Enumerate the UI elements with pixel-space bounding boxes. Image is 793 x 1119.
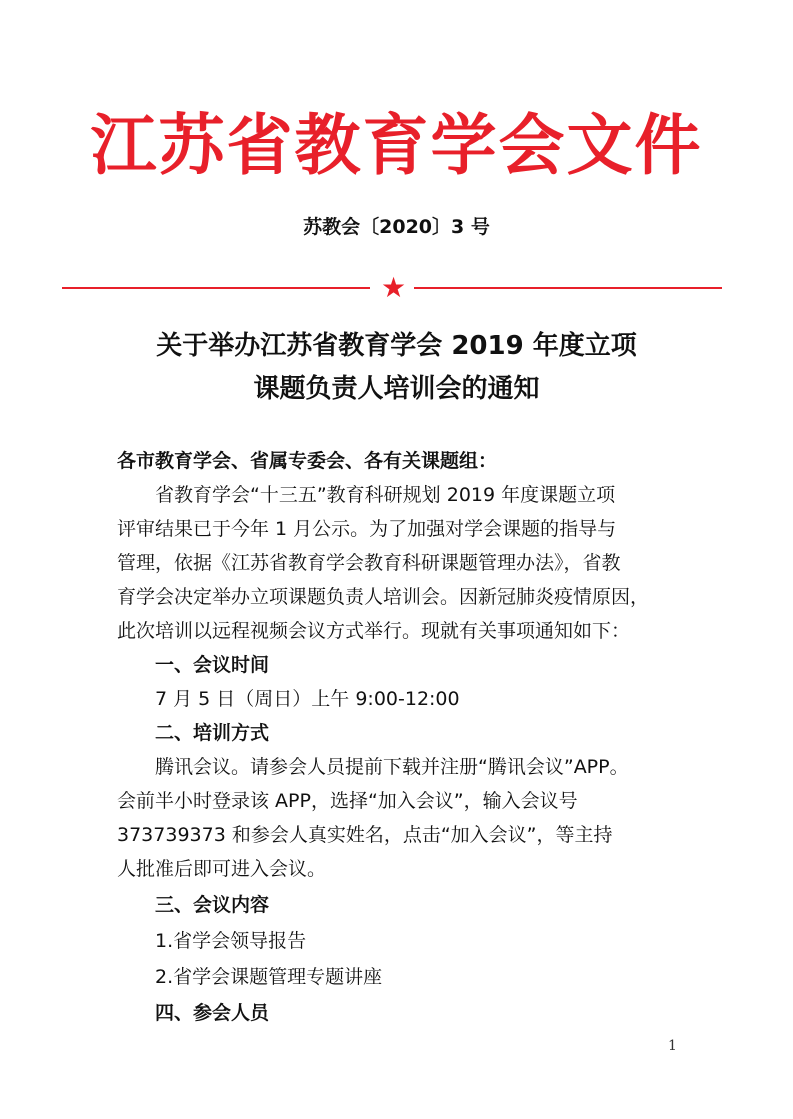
intro-line: 育学会决定举办立项课题负责人培训会。因新冠肺炎疫情原因， — [117, 586, 650, 608]
section-line: 7 月 5 日（周日）上午 9:00-12:00 — [155, 688, 460, 710]
section-line: 1.省学会领导报告 — [155, 930, 307, 952]
intro-line: 管理，依据《江苏省教育学会教育科研课题管理办法》，省教 — [117, 552, 621, 574]
section-heading-meeting-content: 三、会议内容 — [155, 894, 270, 916]
divider-rule-left — [62, 287, 370, 289]
section-line: 2.省学会课题管理专题讲座 — [155, 966, 383, 988]
section-heading-training-method: 二、培训方式 — [155, 722, 270, 744]
star-icon: ★ — [381, 271, 407, 304]
intro-line: 省教育学会“十三五”教育科研规划 2019 年度课题立项 — [155, 484, 616, 506]
document-number: 苏教会〔2020〕3 号 — [303, 216, 490, 238]
notice-title-line-2: 课题负责人培训会的通知 — [253, 374, 540, 404]
intro-line: 评审结果已于今年 1 月公示。为了加强对学会课题的指导与 — [117, 518, 617, 540]
page-number: 1 — [668, 1038, 677, 1054]
document-header-title: 江苏省教育学会文件 — [90, 106, 703, 184]
section-heading-meeting-time: 一、会议时间 — [155, 654, 270, 676]
section-line: 会前半小时登录该 APP，选择“加入会议”，输入会议号 — [117, 790, 578, 812]
section-heading-attendees: 四、参会人员 — [155, 1002, 270, 1024]
section-line: 373739373 和参会人真实姓名，点击“加入会议”，等主持 — [117, 824, 613, 846]
red-divider — [62, 271, 722, 304]
notice-title-line-1: 关于举办江苏省教育学会 2019 年度立项 — [156, 331, 637, 361]
intro-line: 此次培训以远程视频会议方式举行。现就有关事项通知如下： — [117, 620, 631, 642]
divider-rule-right — [414, 287, 722, 289]
section-line: 腾讯会议。请参会人员提前下载并注册“腾讯会议”APP。 — [155, 756, 629, 778]
section-line: 人批准后即可进入会议。 — [117, 858, 327, 880]
salutation: 各市教育学会、省属专委会、各有关课题组： — [117, 450, 498, 472]
